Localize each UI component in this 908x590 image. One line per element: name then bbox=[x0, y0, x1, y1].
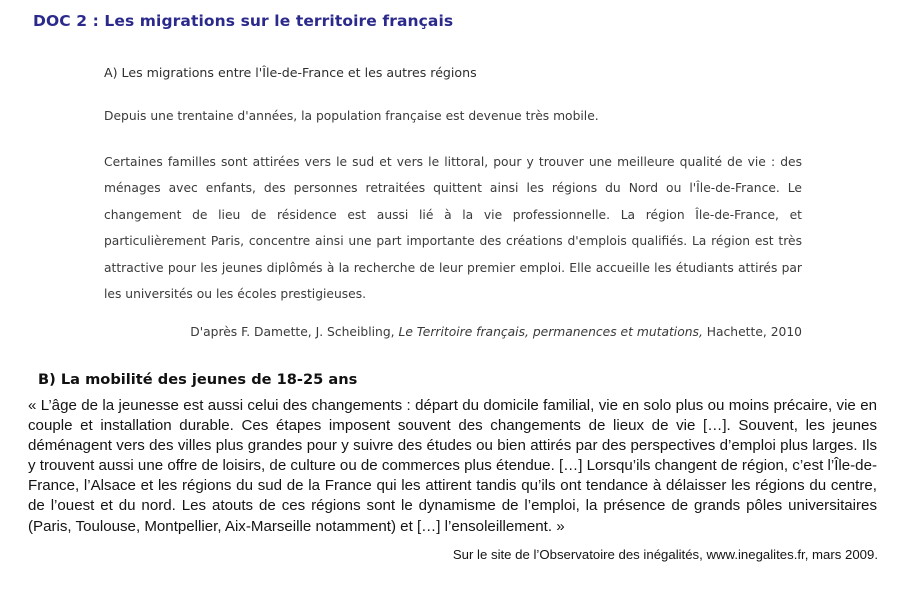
section-a-source bbox=[104, 323, 802, 341]
section-a bbox=[104, 64, 802, 341]
source-authors: D'après F. Damette, J. Scheibling, bbox=[190, 325, 399, 340]
source-publisher: Hachette, 2010 bbox=[702, 325, 802, 340]
section-a-paragraph: Certaines familles sont attirées vers le sud et vers le littoral, pour y trouver une meilleure qualité de vie : des ménages avec enfants, des personnes retraitées quittent ainsi les régions du Nord ou l'Île-de-France. Le changement de lieu de résidence est aussi lié à la vie professionnelle. La région Île-de-France, et particulièrement Paris, concentre ainsi une part importante des créations d'emplois qualifiés. La région est très attractive pour les jeunes diplômés à la recherche de leur premier emploi. Elle accueille les étudiants attirés par les universités ou les écoles prestigieuses. bbox=[104, 155, 802, 302]
section-b-quote: « L’âge de la jeunesse est aussi celui des changements : départ du domicile familial, vie en solo plus ou moins précaire, vie en couple et installation durable. Ces étapes imposent souvent des changements de lieux de vie […]. Souvent, les jeunes déménagent vers des villes plus grandes pour y suivre des études ou bien attirés par des perspectives d’emploi plus larges. Ils y trouvent aussi une offre de loisirs, de culture ou de commerces plus étendue. […] Lorsqu’ils changent de région, c’est l’Île-de-France, l’Alsace et les régions du sud de la France qui les attirent tandis qu’ils ont tendance à délaisser les régions du centre, de l’ouest et du nord. Les atouts de ces régions sont le dynamisme de l’emploi, la présence de grands pôles universitaires (Paris, Toulouse, Montpellier, Aix-Marseille notamment) et […] l’ensoleillement. » bbox=[28, 397, 877, 535]
section-a-heading: A) Les migrations entre l'Île-de-France et les autres régions bbox=[104, 65, 477, 80]
section-a-intro: Depuis une trentaine d'années, la population française est devenue très mobile. bbox=[104, 109, 599, 123]
section-b-source: Sur le site de l’Observatoire des inégalités, www.inegalites.fr, mars 2009. bbox=[452, 547, 878, 562]
section-b-heading: B) La mobilité des jeunes de 18-25 ans bbox=[38, 371, 358, 388]
source-book-title: Le Territoire français, permanences et mutations, bbox=[398, 325, 703, 340]
document-title: DOC 2 : Les migrations sur le territoire français bbox=[33, 12, 454, 30]
